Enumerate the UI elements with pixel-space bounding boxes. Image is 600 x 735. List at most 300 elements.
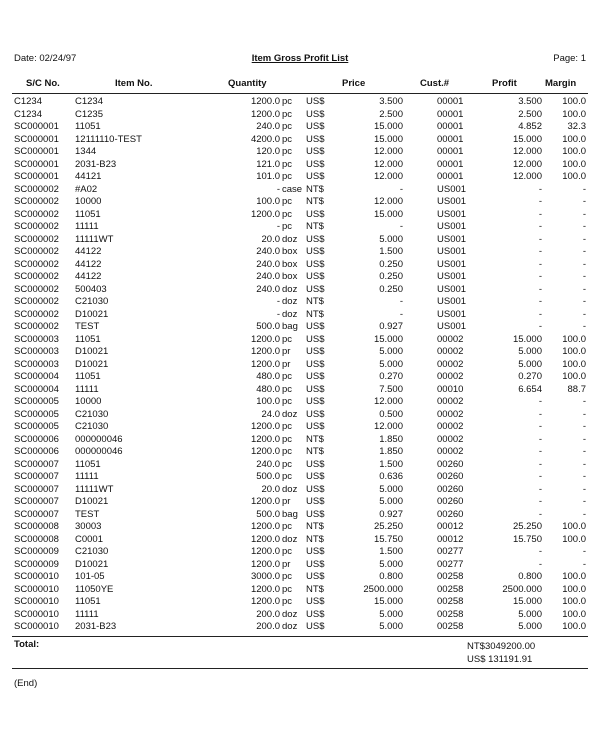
profit-cell: - xyxy=(538,296,542,307)
item-no-cell: 11111 xyxy=(75,221,99,232)
currency-cell: US$ xyxy=(306,471,325,482)
profit-cell: - xyxy=(538,433,542,445)
unit-cell: pc xyxy=(282,596,293,607)
currency-cell: US$ xyxy=(306,496,325,507)
cust-cell: US001 xyxy=(437,271,467,282)
item-no-cell: D10021 xyxy=(75,308,109,320)
price-cell: - xyxy=(399,221,403,232)
profit-cell: 4.852 xyxy=(518,121,542,132)
item-no-cell: 11051 xyxy=(75,371,101,382)
currency-cell: US$ xyxy=(306,158,325,170)
quantity-cell: 100.0 xyxy=(256,396,280,407)
cust-cell: 00001 xyxy=(437,108,464,120)
item-no-cell: C21030 xyxy=(75,296,109,307)
table-row xyxy=(0,509,600,522)
currency-cell: US$ xyxy=(306,483,325,495)
currency-cell: US$ xyxy=(306,558,325,570)
quantity-cell: 1200.0 xyxy=(250,208,280,220)
currency-cell: US$ xyxy=(306,408,325,420)
sc-no-cell: SC000009 xyxy=(14,546,59,557)
price-cell: 15.000 xyxy=(373,208,403,220)
quantity-cell: 200.0 xyxy=(256,621,280,632)
cust-cell: 00258 xyxy=(437,583,464,595)
cust-cell: 00002 xyxy=(437,446,464,457)
currency-cell: US$ xyxy=(306,171,325,182)
quantity-cell: 120.0 xyxy=(256,146,280,157)
sc-no-cell: SC000001 xyxy=(14,158,59,170)
table-row xyxy=(0,234,600,247)
table-row xyxy=(0,621,600,634)
item-no-cell: 101-05 xyxy=(75,571,105,582)
quantity-cell: - xyxy=(276,183,280,195)
quantity-cell: 480.0 xyxy=(256,371,280,382)
sc-no-cell: SC000001 xyxy=(14,121,59,132)
profit-cell: 5.000 xyxy=(518,621,542,632)
profit-cell: 12.000 xyxy=(512,158,542,170)
quantity-cell: 240.0 xyxy=(256,283,280,295)
margin-cell: - xyxy=(582,396,586,407)
profit-cell: 12.000 xyxy=(512,171,542,182)
unit-cell: pc xyxy=(282,221,293,232)
unit-cell: pc xyxy=(282,446,293,457)
sc-no-cell: SC000007 xyxy=(14,496,59,507)
quantity-cell: 4200.0 xyxy=(250,133,280,145)
price-cell: 5.000 xyxy=(379,483,403,495)
unit-cell: bag xyxy=(282,508,298,520)
table-row xyxy=(0,121,600,134)
sc-no-cell: C1234 xyxy=(14,108,42,120)
header-rule xyxy=(12,93,588,94)
data-table xyxy=(0,96,600,634)
currency-cell: US$ xyxy=(306,371,325,382)
margin-cell: 100.0 xyxy=(562,621,586,632)
price-cell: 5.000 xyxy=(379,233,403,245)
profit-cell: 5.000 xyxy=(518,346,542,357)
margin-cell: - xyxy=(582,496,586,507)
quantity-cell: 1200.0 xyxy=(250,521,280,532)
unit-cell: pc xyxy=(282,108,293,120)
unit-cell: pr xyxy=(282,358,291,370)
cust-cell: 00002 xyxy=(437,346,464,357)
quantity-cell: 20.0 xyxy=(261,483,280,495)
sc-no-cell: SC000002 xyxy=(14,196,59,207)
unit-cell: pc xyxy=(282,396,293,407)
item-no-cell: 500403 xyxy=(75,283,107,295)
sc-no-cell: SC000010 xyxy=(14,583,59,595)
item-no-cell: 11111WT xyxy=(75,233,114,245)
profit-cell: 2.500 xyxy=(518,108,542,120)
unit-cell: doz xyxy=(282,233,298,245)
cust-cell: 00260 xyxy=(437,508,464,520)
profit-cell: - xyxy=(538,496,542,507)
unit-cell: pr xyxy=(282,496,291,507)
item-no-cell: 11051 xyxy=(75,208,101,220)
cust-cell: 00002 xyxy=(437,333,464,345)
price-cell: 0.927 xyxy=(379,321,403,332)
currency-cell: US$ xyxy=(306,358,325,370)
sc-no-cell: SC000007 xyxy=(14,483,59,495)
table-row xyxy=(0,446,600,459)
margin-cell: - xyxy=(582,208,586,220)
table-row xyxy=(0,521,600,534)
quantity-cell: 20.0 xyxy=(261,233,280,245)
margin-cell: - xyxy=(582,546,586,557)
end-marker: (End) xyxy=(14,678,38,689)
profit-cell: - xyxy=(538,421,542,432)
unit-cell: pc xyxy=(282,171,293,182)
currency-cell: US$ xyxy=(306,96,325,107)
cust-cell: 00260 xyxy=(437,496,464,507)
quantity-cell: 1200.0 xyxy=(250,108,280,120)
price-cell: 15.000 xyxy=(373,121,403,132)
table-row xyxy=(0,421,600,434)
unit-cell: box xyxy=(282,271,298,282)
table-row xyxy=(0,321,600,334)
sc-no-cell: SC000005 xyxy=(14,396,59,407)
price-cell: 1.850 xyxy=(379,446,403,457)
price-cell: - xyxy=(399,296,403,307)
unit-cell: pr xyxy=(282,558,291,570)
profit-cell: - xyxy=(538,446,542,457)
sc-no-cell: SC000007 xyxy=(14,471,59,482)
cust-cell: US001 xyxy=(437,258,467,270)
sc-no-cell: SC000002 xyxy=(14,183,59,195)
sc-no-cell: SC000001 xyxy=(14,146,59,157)
unit-cell: pc xyxy=(282,433,293,445)
table-row xyxy=(0,546,600,559)
profit-cell: 15.750 xyxy=(512,533,542,545)
cust-cell: 00001 xyxy=(437,158,464,170)
item-no-cell: 11111 xyxy=(75,608,99,620)
sc-no-cell: SC000005 xyxy=(14,408,59,420)
margin-cell: 100.0 xyxy=(562,108,586,120)
profit-cell: - xyxy=(538,396,542,407)
unit-cell: doz xyxy=(282,408,298,420)
sc-no-cell: SC000002 xyxy=(14,321,59,332)
unit-cell: box xyxy=(282,258,298,270)
cust-cell: 00002 xyxy=(437,408,464,420)
sc-no-cell: SC000010 xyxy=(14,621,59,632)
margin-cell: 100.0 xyxy=(562,333,586,345)
sc-no-cell: SC000002 xyxy=(14,271,59,282)
table-row xyxy=(0,184,600,197)
price-cell: 0.250 xyxy=(379,258,403,270)
total-us: US$ 131191.91 xyxy=(467,654,533,665)
sc-no-cell: SC000009 xyxy=(14,558,59,570)
item-no-cell: C21030 xyxy=(75,546,109,557)
cust-cell: 00012 xyxy=(437,521,464,532)
cust-cell: 00260 xyxy=(437,458,464,470)
column-header-row xyxy=(0,78,600,92)
profit-cell: 3.500 xyxy=(518,96,542,107)
col-item-no: Item No. xyxy=(115,78,153,89)
profit-cell: - xyxy=(538,471,542,482)
unit-cell: pc xyxy=(282,96,293,107)
item-no-cell: 11051 xyxy=(75,596,101,607)
unit-cell: pc xyxy=(282,146,293,157)
unit-cell: doz xyxy=(282,533,298,545)
currency-cell: NT$ xyxy=(306,196,324,207)
cust-cell: US001 xyxy=(437,321,467,332)
cust-cell: 00001 xyxy=(437,133,464,145)
margin-cell: - xyxy=(582,408,586,420)
cust-cell: 00258 xyxy=(437,571,464,582)
item-no-cell: TEST xyxy=(75,508,100,520)
margin-cell: 100.0 xyxy=(562,583,586,595)
sc-no-cell: SC000003 xyxy=(14,333,59,345)
currency-cell: NT$ xyxy=(306,183,324,195)
quantity-cell: 100.0 xyxy=(256,196,280,207)
quantity-cell: 1200.0 xyxy=(250,533,280,545)
quantity-cell: 240.0 xyxy=(256,246,280,257)
margin-cell: - xyxy=(582,233,586,245)
quantity-cell: 500.0 xyxy=(256,321,280,332)
unit-cell: doz xyxy=(282,621,298,632)
quantity-cell: 1200.0 xyxy=(250,583,280,595)
sc-no-cell: SC000002 xyxy=(14,208,59,220)
item-no-cell: C21030 xyxy=(75,408,109,420)
unit-cell: pr xyxy=(282,346,291,357)
currency-cell: US$ xyxy=(306,546,325,557)
sc-no-cell: SC000001 xyxy=(14,171,59,182)
margin-cell: - xyxy=(582,321,586,332)
table-row xyxy=(0,609,600,622)
margin-cell: - xyxy=(582,183,586,195)
cust-cell: 00001 xyxy=(437,96,464,107)
table-row xyxy=(0,459,600,472)
margin-cell: - xyxy=(582,258,586,270)
page-number: Page: 1 xyxy=(553,53,586,64)
currency-cell: NT$ xyxy=(306,583,324,595)
price-cell: 25.250 xyxy=(373,521,403,532)
sc-no-cell: SC000003 xyxy=(14,346,59,357)
quantity-cell: 24.0 xyxy=(261,408,280,420)
price-cell: 15.000 xyxy=(373,596,403,607)
unit-cell: doz xyxy=(282,483,298,495)
table-row xyxy=(0,584,600,597)
quantity-cell: 500.0 xyxy=(256,508,280,520)
quantity-cell: 1200.0 xyxy=(250,558,280,570)
table-row xyxy=(0,209,600,222)
table-row xyxy=(0,259,600,272)
currency-cell: NT$ xyxy=(306,221,324,232)
table-row xyxy=(0,96,600,109)
table-row xyxy=(0,346,600,359)
sc-no-cell: C1234 xyxy=(14,96,42,107)
currency-cell: US$ xyxy=(306,346,325,357)
table-row xyxy=(0,359,600,372)
cust-cell: US001 xyxy=(437,221,467,232)
price-cell: 0.250 xyxy=(379,271,403,282)
item-no-cell: C1235 xyxy=(75,108,103,120)
table-row xyxy=(0,471,600,484)
unit-cell: pc xyxy=(282,521,293,532)
profit-cell: 2500.000 xyxy=(502,583,542,595)
profit-cell: - xyxy=(538,221,542,232)
sc-no-cell: SC000002 xyxy=(14,296,59,307)
item-no-cell: 10000 xyxy=(75,396,102,407)
table-row xyxy=(0,571,600,584)
cust-cell: 00258 xyxy=(437,596,464,607)
unit-cell: pc xyxy=(282,333,293,345)
unit-cell: bag xyxy=(282,321,298,332)
table-row xyxy=(0,484,600,497)
price-cell: 12.000 xyxy=(373,171,403,182)
currency-cell: US$ xyxy=(306,333,325,345)
profit-cell: - xyxy=(538,546,542,557)
item-no-cell: 30003 xyxy=(75,521,102,532)
currency-cell: NT$ xyxy=(306,296,324,307)
price-cell: 15.750 xyxy=(373,533,403,545)
quantity-cell: 1200.0 xyxy=(250,546,280,557)
unit-cell: doz xyxy=(282,283,298,295)
quantity-cell: 121.0 xyxy=(256,158,280,170)
quantity-cell: - xyxy=(276,308,280,320)
price-cell: 3.500 xyxy=(379,96,403,107)
unit-cell: case xyxy=(282,183,303,195)
item-no-cell: 11111WT xyxy=(75,483,114,495)
unit-cell: pc xyxy=(282,421,293,432)
table-row xyxy=(0,534,600,547)
currency-cell: US$ xyxy=(306,508,325,520)
unit-cell: pc xyxy=(282,196,293,207)
margin-cell: 100.0 xyxy=(562,571,586,582)
unit-cell: doz xyxy=(282,308,298,320)
margin-cell: 100.0 xyxy=(562,146,586,157)
item-no-cell: D10021 xyxy=(75,496,109,507)
table-row xyxy=(0,596,600,609)
price-cell: 1.500 xyxy=(379,246,403,257)
col-sc-no: S/C No. xyxy=(26,78,60,89)
margin-cell: 100.0 xyxy=(562,346,586,357)
cust-cell: 00012 xyxy=(437,533,464,545)
price-cell: 0.270 xyxy=(379,371,403,382)
cust-cell: US001 xyxy=(437,233,467,245)
currency-cell: US$ xyxy=(306,621,325,632)
sc-no-cell: SC000007 xyxy=(14,508,59,520)
unit-cell: box xyxy=(282,246,298,257)
cust-cell: 00001 xyxy=(437,171,464,182)
currency-cell: US$ xyxy=(306,571,325,582)
currency-cell: NT$ xyxy=(306,308,324,320)
item-no-cell: 44122 xyxy=(75,271,102,282)
currency-cell: US$ xyxy=(306,458,325,470)
table-row xyxy=(0,334,600,347)
quantity-cell: - xyxy=(276,221,280,232)
price-cell: 12.000 xyxy=(373,158,403,170)
currency-cell: US$ xyxy=(306,146,325,157)
price-cell: 12.000 xyxy=(373,396,403,407)
report-title: Item Gross Profit List xyxy=(251,53,349,64)
unit-cell: pc xyxy=(282,471,293,482)
quantity-cell: 240.0 xyxy=(256,121,280,132)
sc-no-cell: SC000010 xyxy=(14,596,59,607)
margin-cell: - xyxy=(582,483,586,495)
item-no-cell: 11111 xyxy=(75,383,99,395)
profit-cell: - xyxy=(538,558,542,570)
quantity-cell: 1200.0 xyxy=(250,333,280,345)
table-row xyxy=(0,221,600,234)
col-profit: Profit xyxy=(492,78,517,89)
item-no-cell: TEST xyxy=(75,321,100,332)
margin-cell: 88.7 xyxy=(567,383,586,395)
sc-no-cell: SC000004 xyxy=(14,383,59,395)
margin-cell: - xyxy=(582,308,586,320)
profit-cell: - xyxy=(538,458,542,470)
margin-cell: - xyxy=(582,558,586,570)
table-row xyxy=(0,134,600,147)
sc-no-cell: SC000002 xyxy=(14,221,59,232)
cust-cell: 00260 xyxy=(437,471,464,482)
table-row xyxy=(0,396,600,409)
margin-cell: 100.0 xyxy=(562,158,586,170)
price-cell: 1.500 xyxy=(379,546,403,557)
unit-cell: pc xyxy=(282,583,293,595)
cust-cell: US001 xyxy=(437,246,467,257)
item-no-cell: 11111 xyxy=(75,471,99,482)
currency-cell: US$ xyxy=(306,608,325,620)
table-row xyxy=(0,559,600,572)
price-cell: 5.000 xyxy=(379,358,403,370)
unit-cell: doz xyxy=(282,296,298,307)
margin-cell: - xyxy=(582,296,586,307)
table-row xyxy=(0,496,600,509)
margin-cell: 100.0 xyxy=(562,533,586,545)
profit-cell: - xyxy=(538,233,542,245)
profit-cell: - xyxy=(538,246,542,257)
unit-cell: doz xyxy=(282,608,298,620)
margin-cell: - xyxy=(582,508,586,520)
margin-cell: - xyxy=(582,283,586,295)
cust-cell: 00002 xyxy=(437,358,464,370)
cust-cell: 00010 xyxy=(437,383,464,395)
quantity-cell: 1200.0 xyxy=(250,596,280,607)
price-cell: 5.000 xyxy=(379,621,403,632)
margin-cell: - xyxy=(582,271,586,282)
currency-cell: US$ xyxy=(306,208,325,220)
table-row xyxy=(0,196,600,209)
unit-cell: pc xyxy=(282,208,293,220)
cust-cell: 00002 xyxy=(437,371,464,382)
item-no-cell: D10021 xyxy=(75,558,109,570)
quantity-cell: 240.0 xyxy=(256,258,280,270)
quantity-cell: 1200.0 xyxy=(250,496,280,507)
unit-cell: pc xyxy=(282,383,293,395)
table-row xyxy=(0,284,600,297)
profit-cell: - xyxy=(538,258,542,270)
margin-cell: - xyxy=(582,471,586,482)
price-cell: 0.250 xyxy=(379,283,403,295)
sc-no-cell: SC000008 xyxy=(14,533,59,545)
table-row xyxy=(0,159,600,172)
item-no-cell: 44122 xyxy=(75,258,102,270)
item-no-cell: D10021 xyxy=(75,346,109,357)
unit-cell: pc xyxy=(282,546,293,557)
margin-cell: 100.0 xyxy=(562,96,586,107)
sc-no-cell: SC000002 xyxy=(14,283,59,295)
cust-cell: 00002 xyxy=(437,396,464,407)
profit-cell: 15.000 xyxy=(512,133,542,145)
item-no-cell: 2031-B23 xyxy=(75,158,117,170)
margin-cell: - xyxy=(582,196,586,207)
margin-cell: - xyxy=(582,221,586,232)
sc-no-cell: SC000005 xyxy=(14,421,59,432)
currency-cell: US$ xyxy=(306,108,325,120)
quantity-cell: - xyxy=(276,296,280,307)
item-no-cell: D10021 xyxy=(75,358,109,370)
currency-cell: US$ xyxy=(306,383,325,395)
item-no-cell: 1344 xyxy=(75,146,97,157)
